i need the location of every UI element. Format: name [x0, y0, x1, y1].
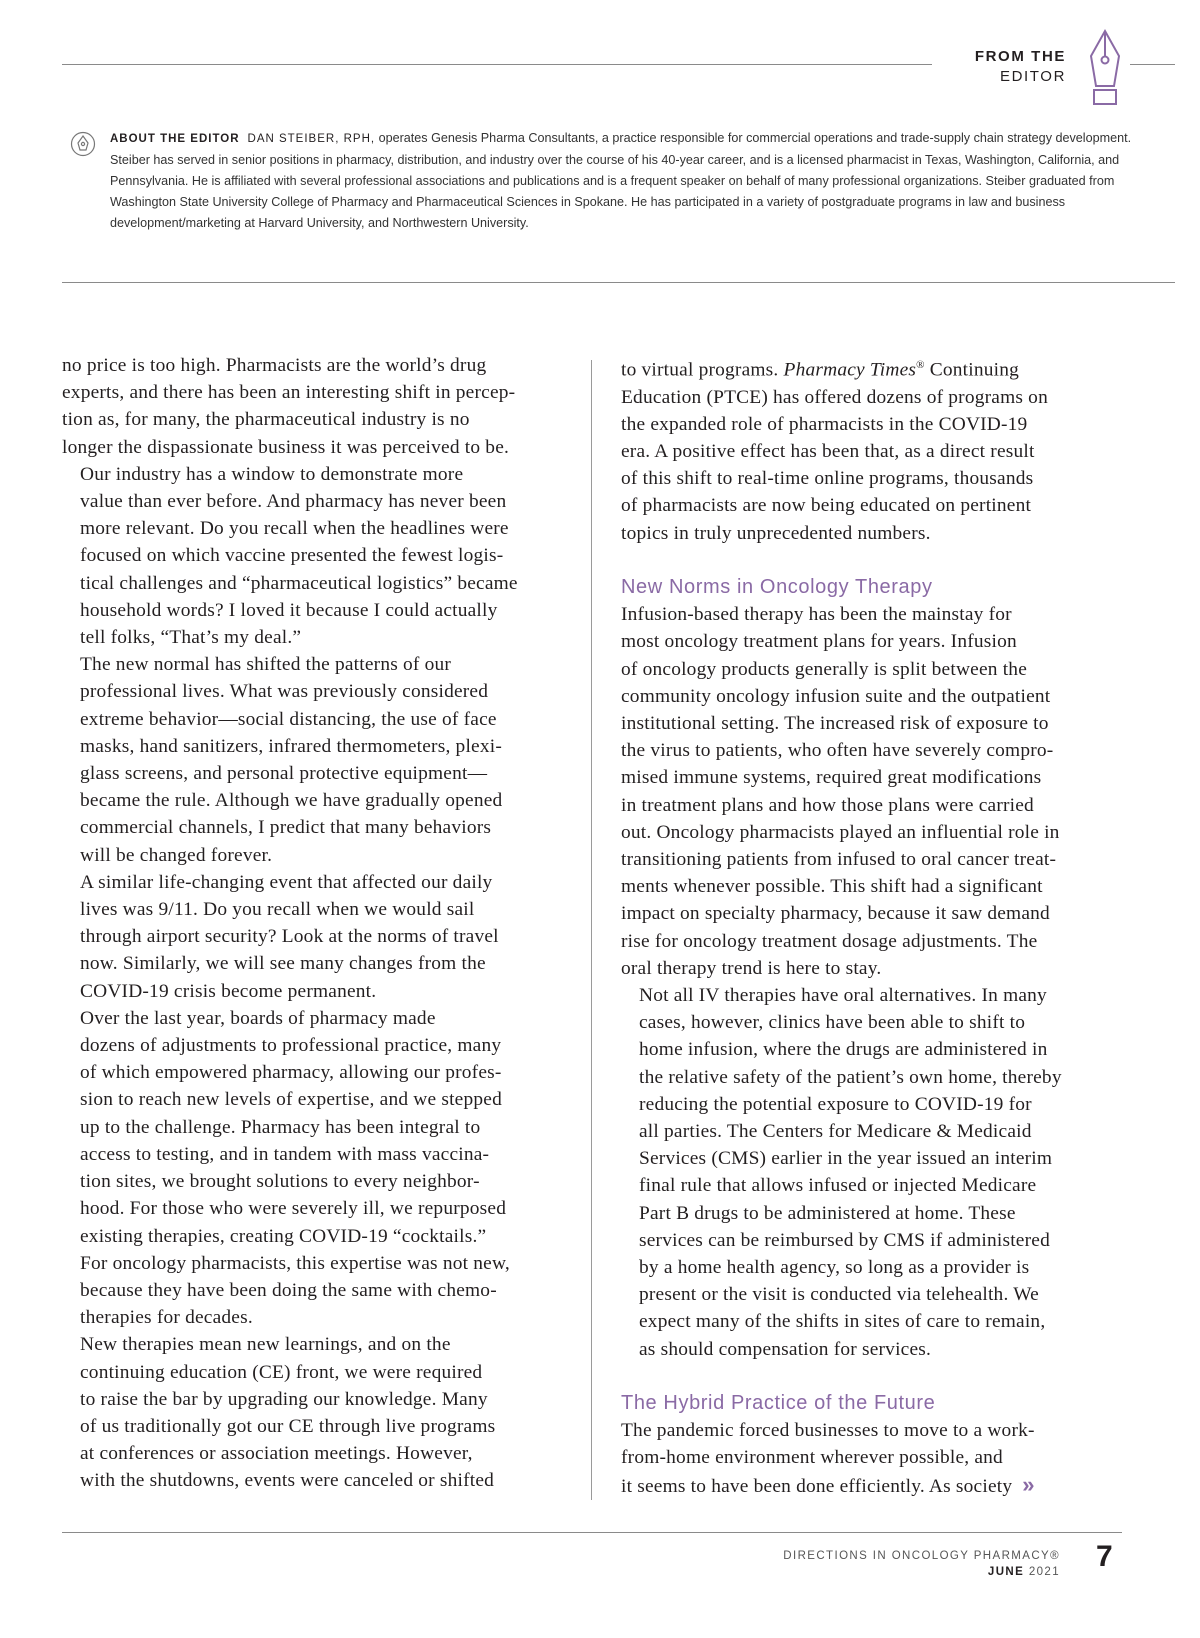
section-heading: The Hybrid Practice of the Future	[621, 1391, 936, 1414]
paragraph: A similar life-changing event that affected our daily lives was 9/11. Do you recall when we would sail through airport security? Look at the norms of travel now. Similarly, we will see many changes from the COVID-19 crisis become permanent.	[80, 871, 499, 1002]
pen-nib-icon	[1082, 28, 1128, 106]
paragraph: Not all IV therapies have oral alternatives. In many cases, however, clinics have been able to shift to home infusion, where the drugs are administered in the relative safety of the patient’s own home, thereby reducing the potential exposure to COVID-19 for all parties. The Centers for Medicare & Medicaid Services (CMS) earlier in the year issued an interim final rule that allows infused or injected Medicare Part B drugs to be administered at home. These services can be reimbursed by CMS if administered by a home health agency, so long as a provider is present or the visit is conducted via telehealth. We expect many of the shifts in sites of care to remain, as should compensation for services.	[639, 984, 1062, 1360]
about-rule-bottom	[62, 282, 1175, 283]
continue-arrow-icon: »	[1022, 1472, 1035, 1498]
paragraph: Infusion-based therapy has been the mainstay for most oncology treatment plans for years. Infusion of oncology products generally is split between the community oncology infusion suite and the outpatient institutional setting. The increased risk of exposure to the virus to patients, who often have severely compro- mised immune systems, required great modifications in treatment plans and how those plans were carried out. Oncology pharmacists played an influential role in transitioning patients from infused to oral cancer treat- ments whenever possible. This shift had a significant impact on specialty pharmacy, because it saw demand rise for oncology treatment dosage adjustments. The oral therapy trend is here to stay.	[621, 604, 1060, 979]
section-label	[975, 47, 1066, 87]
column-divider	[591, 360, 592, 1500]
paragraph: Over the last year, boards of pharmacy made dozens of adjustments to professional practice, many of which empowered pharmacy, allowing our profes- sion to reach new levels of expertise, and we stepped up to the challenge. Pharmacy has been integral to access to testing, and in tandem with mass vaccina- tion sites, we brought solutions to every neighbor- hood. For those who were severely ill, we repurposed existing therapies, creating COVID-19 “cocktails.” For oncology pharmacists, this expertise was not new, because they have been doing the same with chemo- therapies for decades.	[80, 1007, 510, 1329]
about-text: operates Genesis Pharma Consultants, a practice responsible for commercial operations and trade-supply chain strategy development. Steiber has served in senior positions in pharmacy, distribution, and industry over the course of his 40-year career, and is a licensed pharmacist in Texas, Washington, California, and Pennsylvania. He is affiliated with several professional associations and publications and is a frequent speaker on behalf of many professional organizations. Steiber graduated from Washington State University College of Pharmacy and Pharmaceutical Sciences in Spokane. He has participated in a variety of postgraduate programs in law and business development/marketing at Harvard University, and Northwestern University.	[110, 131, 1132, 230]
page-number: 7	[1096, 1540, 1113, 1573]
section-heading: New Norms in Oncology Therapy	[621, 575, 933, 598]
section-label-line2: EDITOR	[1000, 68, 1066, 85]
paragraph: no price is too high. Pharmacists are the world’s drug experts, and there has been an interesting shift in percep- tion as, for many, the pharmaceutical industry is no longer the dispassionate business it was perceived to be.	[62, 355, 516, 458]
header-rule-left	[62, 64, 932, 65]
paragraph: Our industry has a window to demonstrate more value than ever before. And pharmacy has never been more relevant. Do you recall when the headlines were focused on which vaccine presented the fewest logis- tical challenges and “pharmaceutical logistics” became household words? I loved it because I could actually tell folks, “That’s my deal.”	[80, 463, 518, 649]
column-left	[62, 352, 567, 1495]
issue-month: JUNE	[987, 1566, 1025, 1578]
paragraph: to virtual programs. Pharmacy Times® Continuing Education (PTCE) has offered dozens of programs on the expanded role of pharmacists in the COVID-19 era. A positive effect has been that, as a direct result of this shift to real-time online programs, thousands of pharmacists are now being educated on pertinent topics in truly unprecedented numbers.	[621, 359, 1048, 544]
editor-name: DAN STEIBER, RPH,	[247, 133, 376, 145]
column-right	[621, 352, 1121, 1501]
publication-name: Pharmacy Times	[783, 359, 917, 381]
editor-badge-icon	[70, 131, 96, 157]
publication-title: DIRECTIONS IN ONCOLOGY PHARMACY®	[783, 1550, 1060, 1562]
header-rule-right	[1130, 64, 1175, 65]
paragraph: New therapies mean new learnings, and on the continuing education (CE) front, we were required to raise the bar by upgrading our knowledge. Many of us traditionally got our CE through live programs at conferences or association meetings. However, with the shutdowns, events were canceled or shifted	[80, 1334, 496, 1492]
section-label-line1: FROM THE	[974, 48, 1066, 65]
paragraph: The pandemic forced businesses to move to a work- from-home environment wherever possible, and it seems to have been done efficiently. As society »	[621, 1419, 1035, 1498]
about-label: ABOUT THE EDITOR	[110, 133, 240, 145]
footer-rule	[62, 1532, 1122, 1533]
footer-publication	[783, 1548, 1060, 1580]
issue-year: 2021	[1028, 1566, 1060, 1578]
paragraph: The new normal has shifted the patterns of our professional lives. What was previously considered extreme behavior—social distancing, the use of face masks, hand sanitizers, infrared thermometers, plexi- glass screens, and personal protective equipment— became the rule. Although we have gradually opened commercial channels, I predict that many behaviors will be changed forever.	[80, 654, 503, 866]
about-the-editor	[110, 128, 1140, 234]
